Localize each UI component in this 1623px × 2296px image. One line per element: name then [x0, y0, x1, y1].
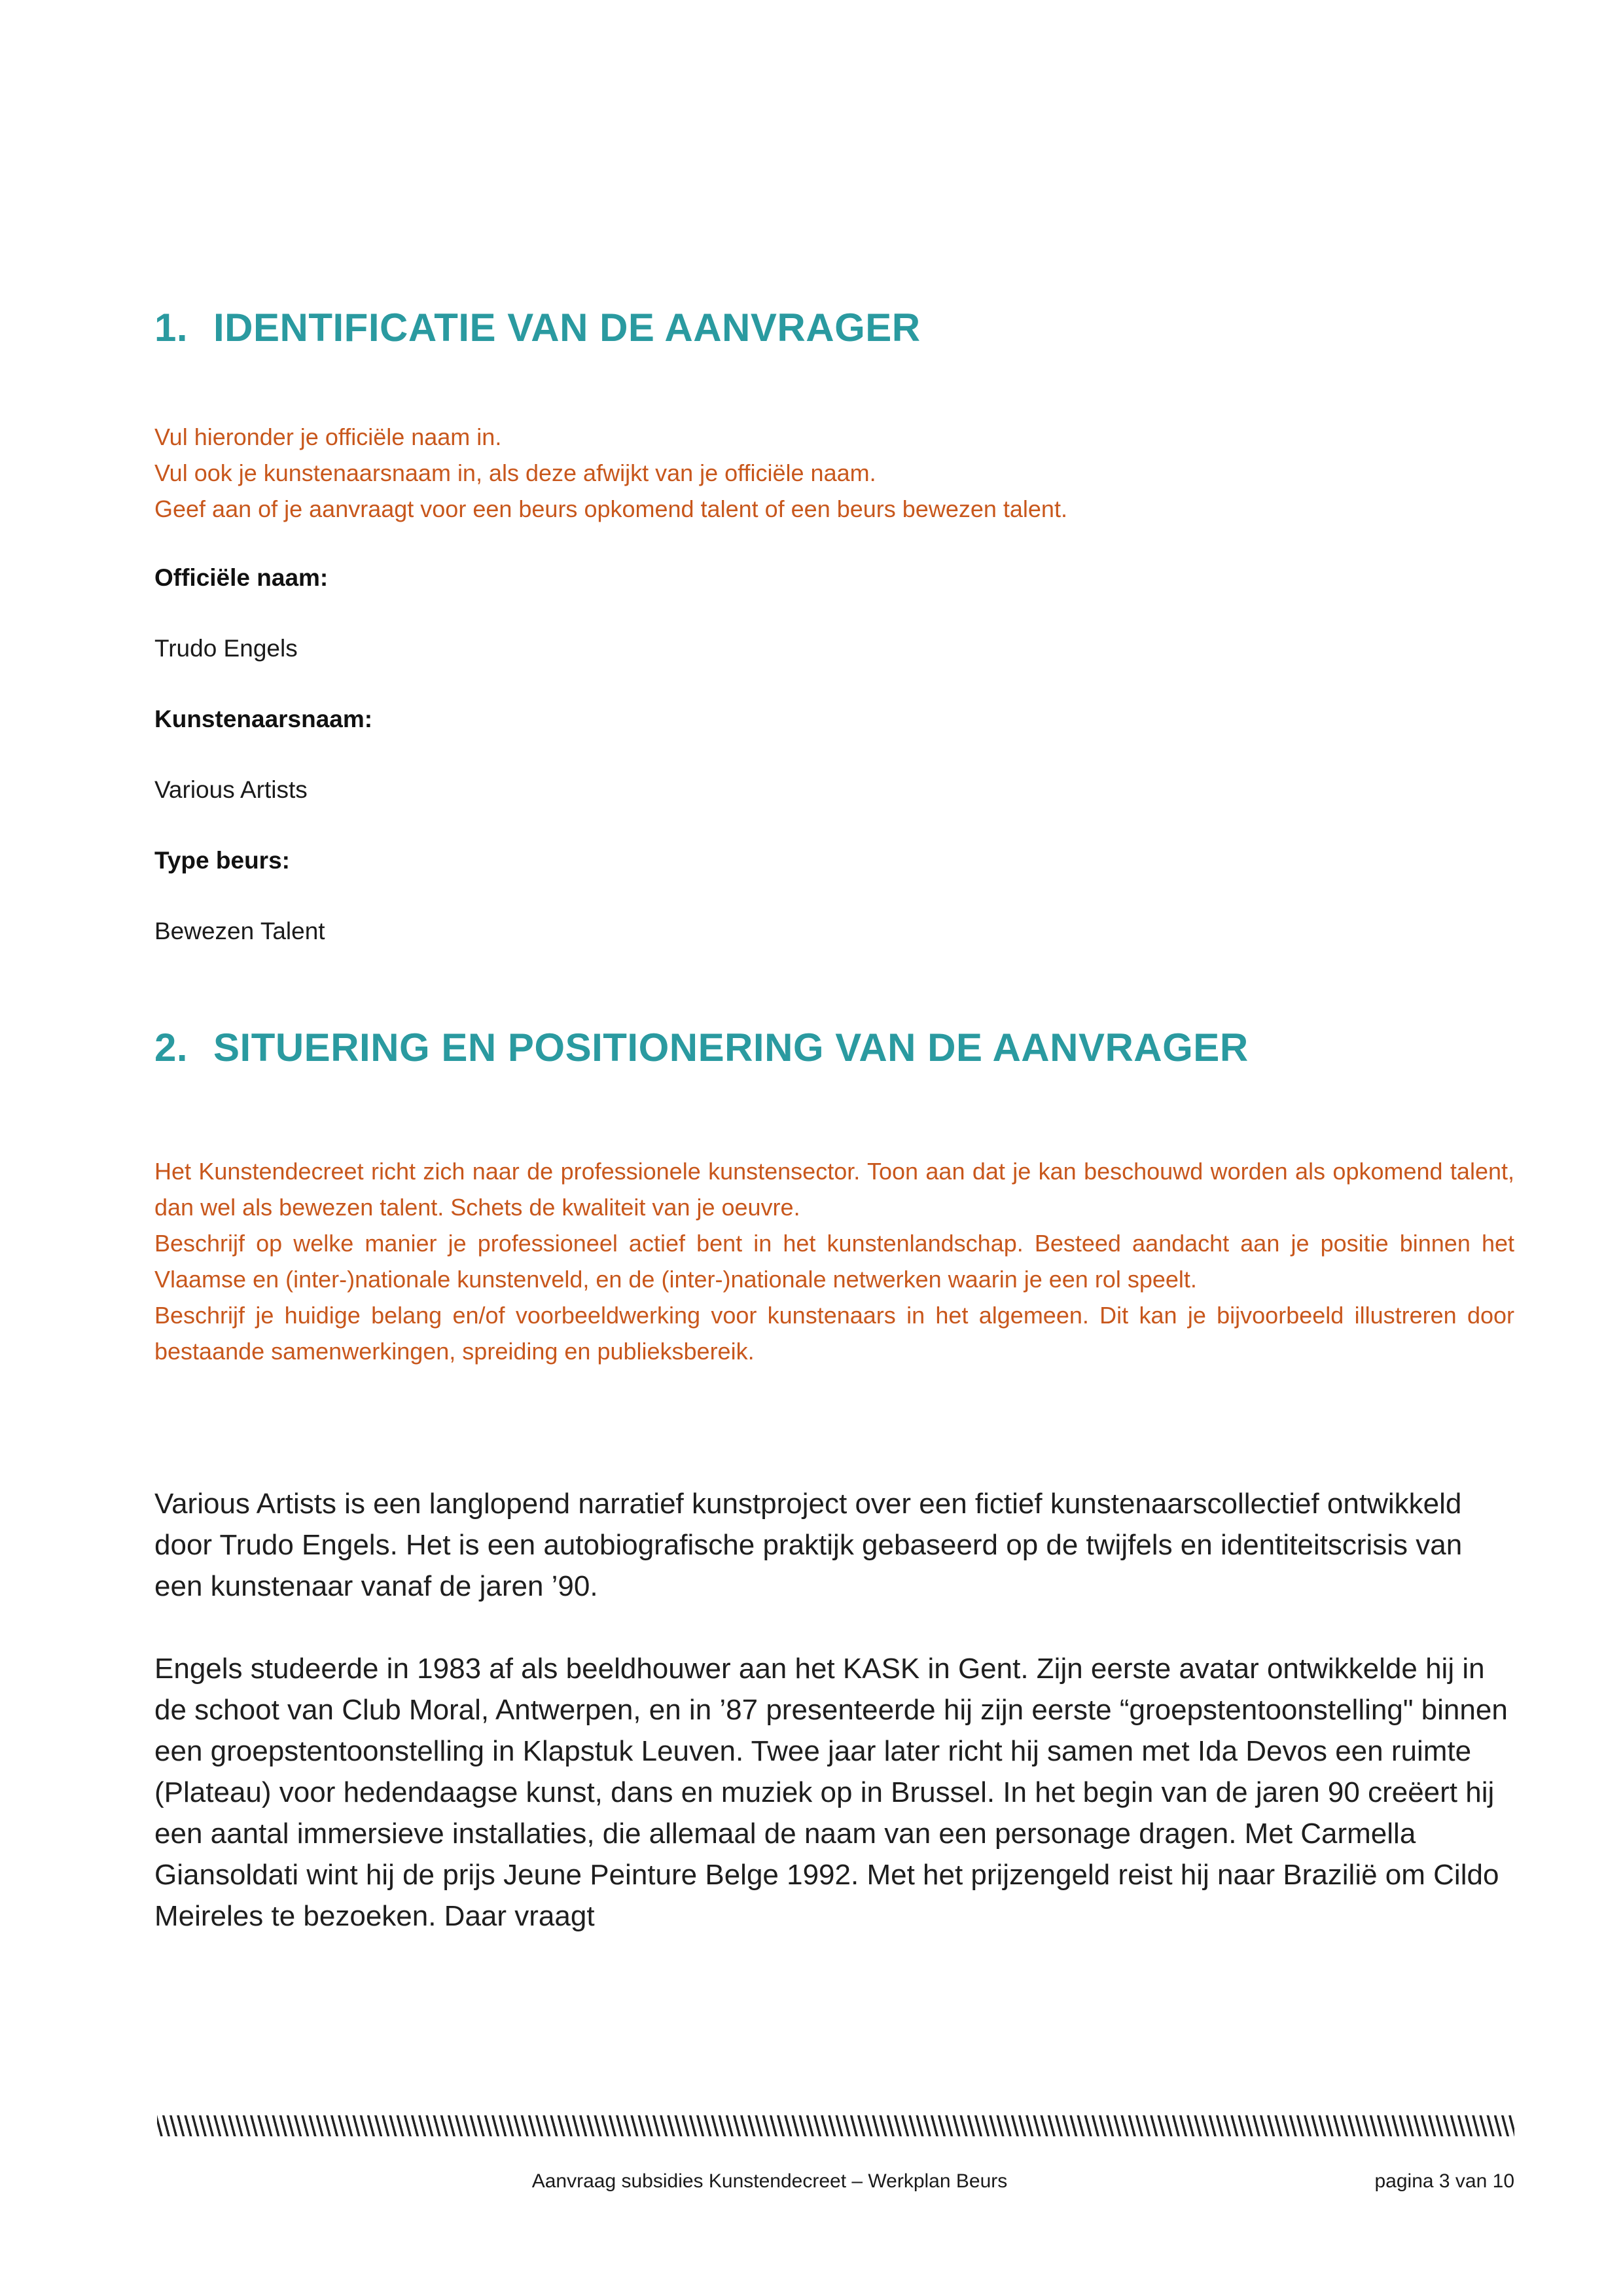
- footer-document-title: Aanvraag subsidies Kunstendecreet – Werkplan Beurs: [531, 2170, 1008, 2192]
- section-1-instructions: [154, 419, 1514, 527]
- instruction-paragraph: Beschrijf je huidige belang en/of voorbeeldwerking voor kunstenaars in het algemeen. Dit kan je bijvoorbeeld illustreren door bestaande samenwerkingen, spreiding en publieksbereik.: [154, 1302, 1514, 1365]
- section-2-number: 2.: [154, 1026, 188, 1069]
- footer-page-number: pagina 3 van 10: [1374, 2170, 1514, 2192]
- section-2-title: SITUERING EN POSITIONERING VAN DE AANVRAGER: [213, 1026, 1249, 1069]
- section-2-heading: [154, 1025, 1249, 1070]
- section-1-title: IDENTIFICATIE VAN DE AANVRAGER: [213, 306, 921, 350]
- section-1-number: 1.: [154, 306, 188, 350]
- instruction-paragraph: Beschrijf op welke manier je professioneel actief bent in het kunstenlandschap. Besteed aandacht aan je positie binnen het Vlaamse en (inter-)nationale kunstenveld, en de (inter-)nationale netwerken waarin je een rol speelt.: [154, 1230, 1514, 1293]
- grant-type-label: Type beurs:: [154, 847, 290, 874]
- section-2-body: [154, 1483, 1514, 1978]
- instruction-paragraph: Het Kunstendecreet richt zich naar de professionele kunstensector. Toon aan dat je kan beschouwd worden als opkomend talent, dan wel als bewezen talent. Schets de kwaliteit van je oeuvre.: [154, 1158, 1514, 1221]
- footer-slash-divider: [157, 2115, 1514, 2136]
- grant-type-value: Bewezen Talent: [154, 918, 325, 944]
- instruction-line: Vul ook je kunstenaarsnaam in, als deze afwijkt van je officiële naam.: [154, 459, 876, 486]
- instruction-line: Vul hieronder je officiële naam in.: [154, 423, 502, 450]
- official-name-value: Trudo Engels: [154, 635, 298, 662]
- artist-name-value: Various Artists: [154, 776, 308, 803]
- official-name-label: Officiële naam:: [154, 564, 329, 591]
- section-1-heading: [154, 305, 921, 350]
- section-2-instructions: [154, 1153, 1514, 1369]
- body-paragraph: Engels studeerde in 1983 af als beeldhouwer aan het KASK in Gent. Zijn eerste avatar ontwikkelde hij in de schoot van Club Moral, Antwerpen, en in ’87 presenteerde hij zijn eerste “groepstentoonstelling" binnen een groepstentoonstelling in Klapstuk Leuven. Twee jaar later richt hij samen met Ida Devos een ruimte (Plateau) voor hedendaagse kunst, dans en muziek op in Brussel. In het begin van de jaren 90 creëert hij een aantal immersieve installaties, die allemaal de naam van een personage dragen. Met Carmella Giansoldati wint hij de prijs Jeune Peinture Belge 1992. Met het prijzengeld reist hij naar Brazilië om Cildo Meireles te bezoeken. Daar vraagt: [154, 1653, 1508, 1932]
- instruction-line: Geef aan of je aanvraagt voor een beurs opkomend talent of een beurs bewezen talent.: [154, 495, 1067, 522]
- body-paragraph: Various Artists is een langlopend narratief kunstproject over een fictief kunstenaarscollectief ontwikkeld door Trudo Engels. Het is een autobiografische praktijk gebaseerd op de twijfels en identiteitscrisis van een kunstenaar vanaf de jaren ’90.: [154, 1488, 1463, 1602]
- page-content: [154, 0, 1514, 2296]
- artist-name-label: Kunstenaarsnaam:: [154, 706, 373, 732]
